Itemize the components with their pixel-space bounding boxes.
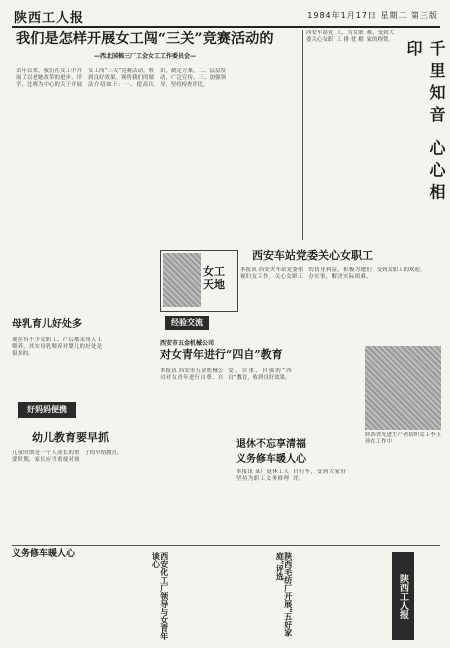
breastfeeding-headline: 母乳育儿好处多 [12, 319, 82, 330]
lead-article [16, 30, 298, 230]
youth-headline: 对女青年进行“四自”教育 [160, 348, 283, 361]
lead-byline: —西北国棉三厂工会女工工作委员会— [94, 52, 197, 60]
good-mother-box: 好妈妈便携 [18, 402, 76, 418]
xian-station-text: 本报讯 西安火车站党委重视妇女工作，关心女职工的切身利益，积极为她们办实事，解决实际困难，受到女职工的欢迎。 [240, 267, 426, 280]
youth-text: 本报讯 西安市五金机械公司对女青年进行自尊、自爱、自重、自强的“四自”教育，收到良好效果。 [160, 368, 292, 381]
breastfeeding-text: 现在有不少女职工，产后都采用人工喂养，其实母乳喂养对婴儿的好处是很多的。 [12, 336, 102, 357]
nurturing-article [12, 432, 152, 522]
bottom-a-headline: 义务修车暖人心 [12, 549, 76, 559]
woman-sky-title: 女工天地 [203, 265, 225, 291]
masthead-name: 陕西工人报 [14, 11, 85, 26]
retirement-subhead: 义务修车暖人心 [236, 453, 306, 465]
retirement-text: 本报讯 某厂退休工人坚持为职工义务修理自行车，受到大家好评。 [236, 469, 346, 482]
right-top-block [306, 30, 394, 140]
side-banner: 陕西工人报 [392, 552, 414, 640]
bottom-rule [12, 545, 440, 546]
xian-station-article [240, 245, 440, 345]
lead-body: 去年以来，我们在女工中开展了以老她改革的进步、评学、比赛为中心的关于开展女工闯“三关”竞赛活动。收到良好效果。现将我们的做法介绍如下：一、提高认识，制定方案。二、层层发动，广泛宣传。三、加强领导，坚持检查评比。 [16, 68, 226, 88]
exchange-label: 经验交流 [165, 316, 209, 330]
right-column-headline: 千里知音 心心相印 [404, 40, 446, 206]
lead-headline: 我们是怎样开展女工闯“三关”竞赛活动的 [16, 31, 274, 47]
retirement-article [236, 440, 346, 536]
bottom-c-headline: 陕西毛纺厂开展“五好家庭”评选 [275, 552, 294, 637]
bottom-a [12, 550, 142, 642]
bottom-b-headline: 西安化工厂领导与女青年谈心 [151, 552, 170, 640]
woman-sky-flower-art [163, 253, 201, 307]
right-top-text: 西安车站党委关心女职工，为女职工排忧解难，受到大家的称赞。 [306, 30, 394, 43]
nurturing-headline: 幼儿教育要早抓 [32, 431, 109, 444]
woman-sky-box [160, 250, 238, 312]
masthead [12, 6, 440, 28]
retirement-headline: 退休不忘享清福 [236, 439, 306, 450]
photo-caption: 陕西省先进生产者纺织女工李玉珍在工作中 [365, 432, 441, 445]
worker-photo [365, 346, 441, 430]
column-rule [302, 30, 303, 240]
youth-education-article [160, 338, 360, 448]
masthead-date: 1984年1月17日 星期二 第三版 [307, 11, 438, 20]
youth-kicker: 西安市五金机械公司 [160, 340, 215, 347]
nurturing-text: 儿童时期是一个人成长的重要时期，家长应当重视对孩子的早期教育。 [12, 449, 123, 463]
xian-station-headline: 西安车站党委关心女职工 [252, 249, 373, 262]
